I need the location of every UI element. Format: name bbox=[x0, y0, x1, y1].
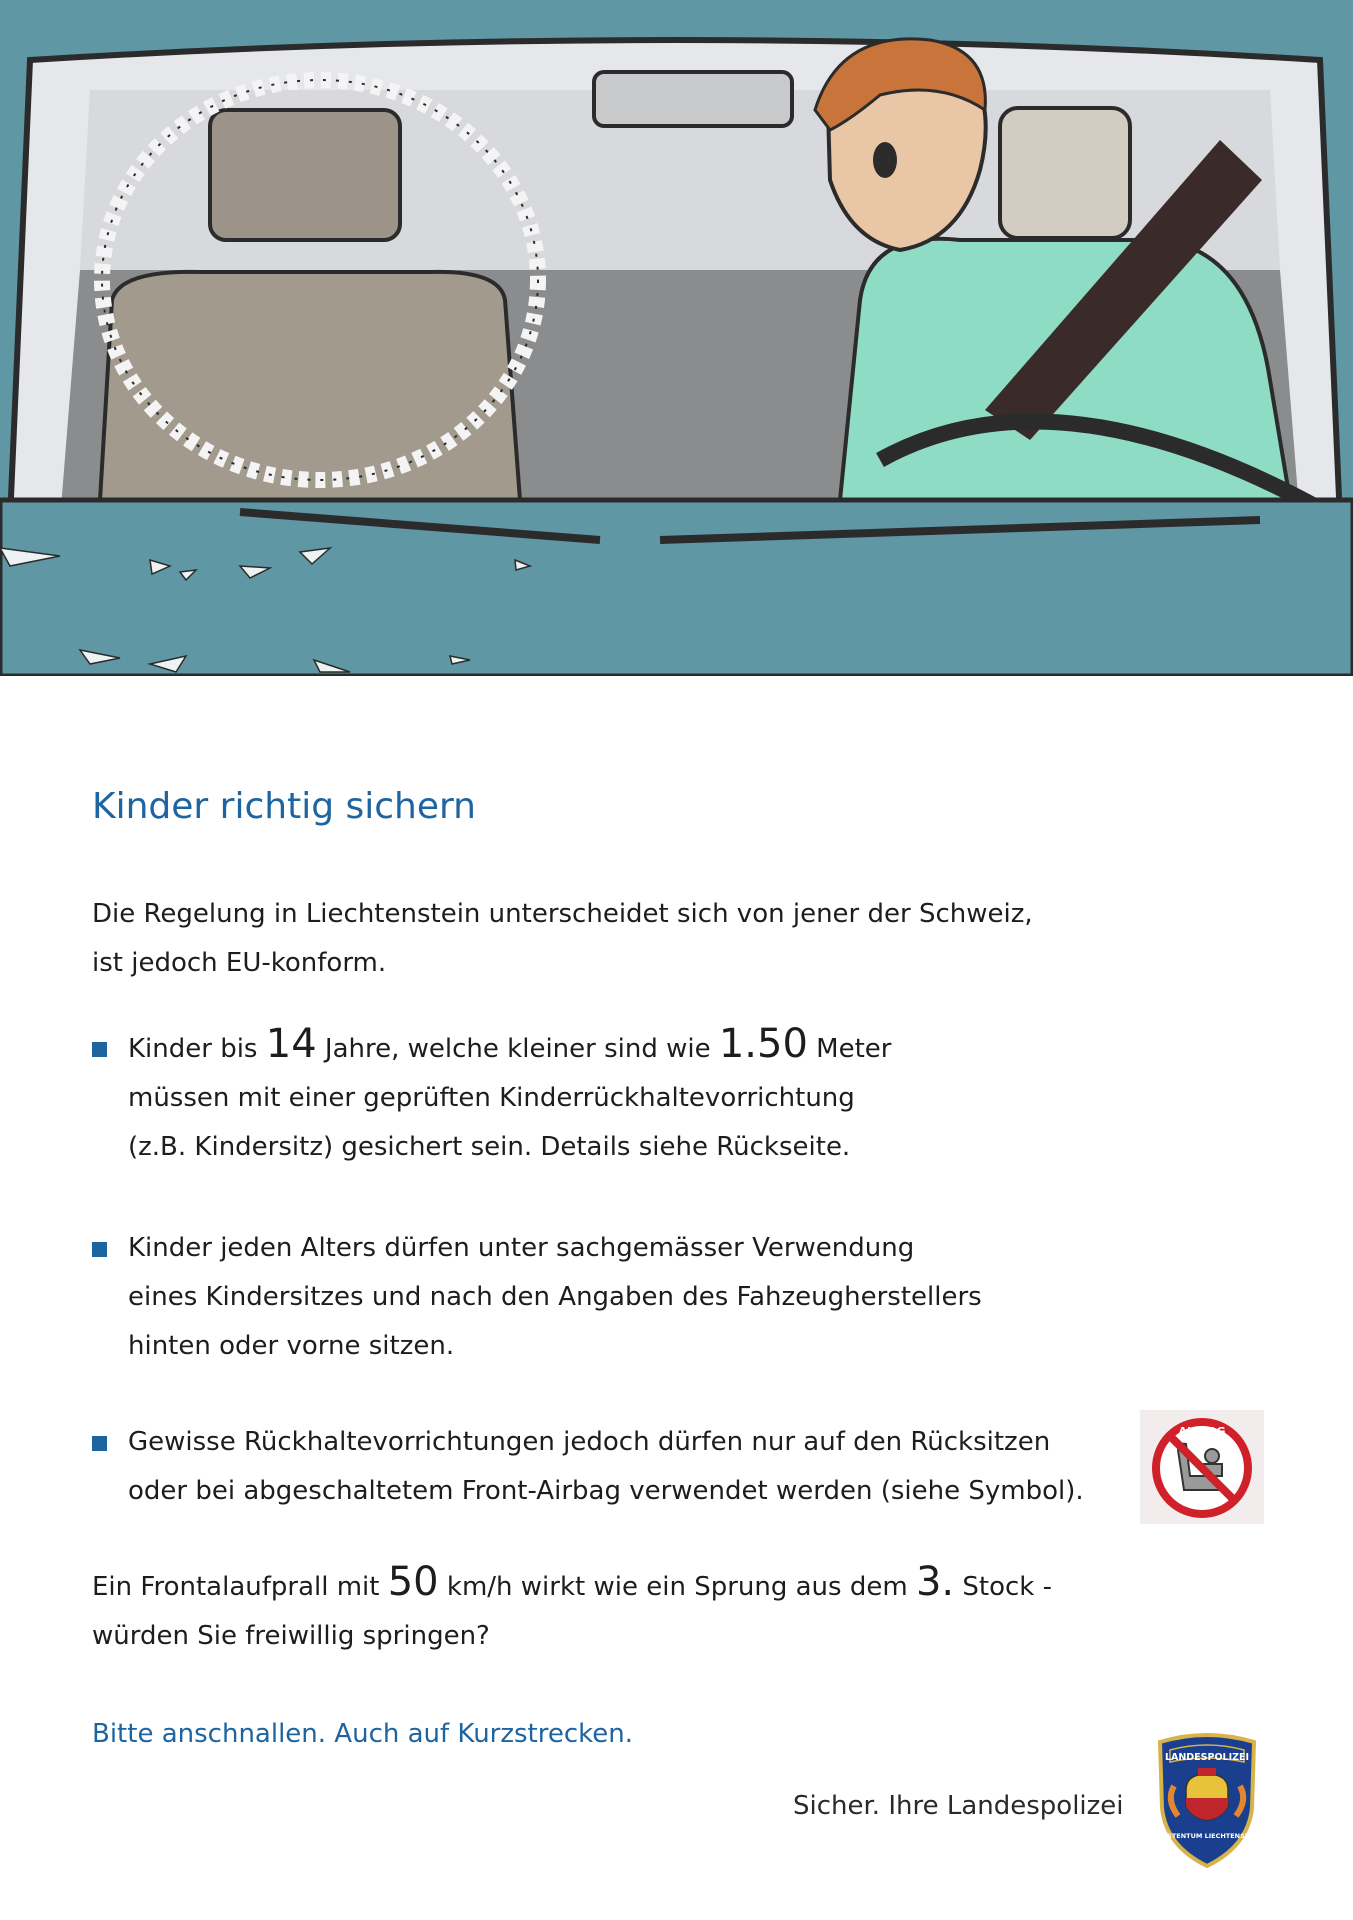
bullet-item-any-age bbox=[92, 1224, 1092, 1371]
bullet-text: hinten oder vorne sitzen. bbox=[128, 1331, 455, 1361]
headrest bbox=[210, 110, 400, 240]
bullet-square-icon bbox=[92, 1242, 107, 1257]
impact-line: Ein Frontalaufprall mit 50 km/h wirkt wie ein Sprung aus dem 3. Stock - bbox=[92, 1559, 1052, 1605]
impact-paragraph bbox=[92, 1559, 1052, 1661]
age-value: 14 bbox=[265, 1021, 317, 1067]
bullet-text: eines Kindersitzes und nach den Angaben des Fahzeugherstellers bbox=[128, 1282, 982, 1312]
signature: Sicher. Ihre Landespolizei bbox=[793, 1791, 1124, 1821]
impact-line: würden Sie freiwillig springen? bbox=[92, 1621, 490, 1651]
bullet-item-airbag bbox=[92, 1418, 1092, 1516]
intro-paragraph bbox=[92, 890, 1033, 988]
airbag-label: AIRBAG bbox=[1178, 1425, 1226, 1438]
intro-line: ist jedoch EU-konform. bbox=[92, 948, 387, 978]
police-crest-icon bbox=[1152, 1728, 1262, 1868]
height-value: 1.50 bbox=[718, 1021, 808, 1067]
rearview-mirror bbox=[594, 72, 792, 126]
bullet-text: oder bei abgeschaltetem Front-Airbag verwendet werden (siehe Symbol). bbox=[128, 1476, 1084, 1506]
no-child-seat-airbag-icon bbox=[1140, 1410, 1264, 1524]
floor-value: 3. bbox=[915, 1559, 955, 1605]
bullet-text: (z.B. Kindersitz) gesichert sein. Details siehe Rückseite. bbox=[128, 1132, 851, 1162]
badge-bottom-text: FÜRSTENTUM LIECHTENSTEIN bbox=[1152, 1832, 1262, 1840]
intro-line: Die Regelung in Liechtenstein unterscheidet sich von jener der Schweiz, bbox=[92, 899, 1033, 929]
bullet-square-icon bbox=[92, 1042, 107, 1057]
bullet-item-age-height bbox=[92, 1021, 1092, 1172]
passenger-seat bbox=[100, 272, 520, 500]
hero-illustration bbox=[0, 0, 1353, 676]
badge-top-text: LANDESPOLIZEI bbox=[1164, 1752, 1250, 1763]
bullet-text: Kinder bis 14 Jahre, welche kleiner sind wie 1.50 Meter bbox=[128, 1021, 892, 1067]
bullet-text: müssen mit einer geprüften Kinderrückhaltevorrichtung bbox=[128, 1083, 855, 1113]
driver-mouth bbox=[873, 142, 897, 178]
bullet-text: Kinder jeden Alters dürfen unter sachgemässer Verwendung bbox=[128, 1233, 915, 1263]
speed-value: 50 bbox=[387, 1559, 439, 1605]
bullet-text: Gewisse Rückhaltevorrichtungen jedoch dürfen nur auf den Rücksitzen bbox=[128, 1427, 1051, 1457]
call-to-action: Bitte anschnallen. Auch auf Kurzstrecken. bbox=[92, 1719, 634, 1749]
driver-headrest bbox=[1000, 108, 1130, 238]
car-crash-illustration bbox=[0, 0, 1353, 676]
page-title: Kinder richtig sichern bbox=[92, 786, 476, 827]
bullet-square-icon bbox=[92, 1436, 107, 1451]
